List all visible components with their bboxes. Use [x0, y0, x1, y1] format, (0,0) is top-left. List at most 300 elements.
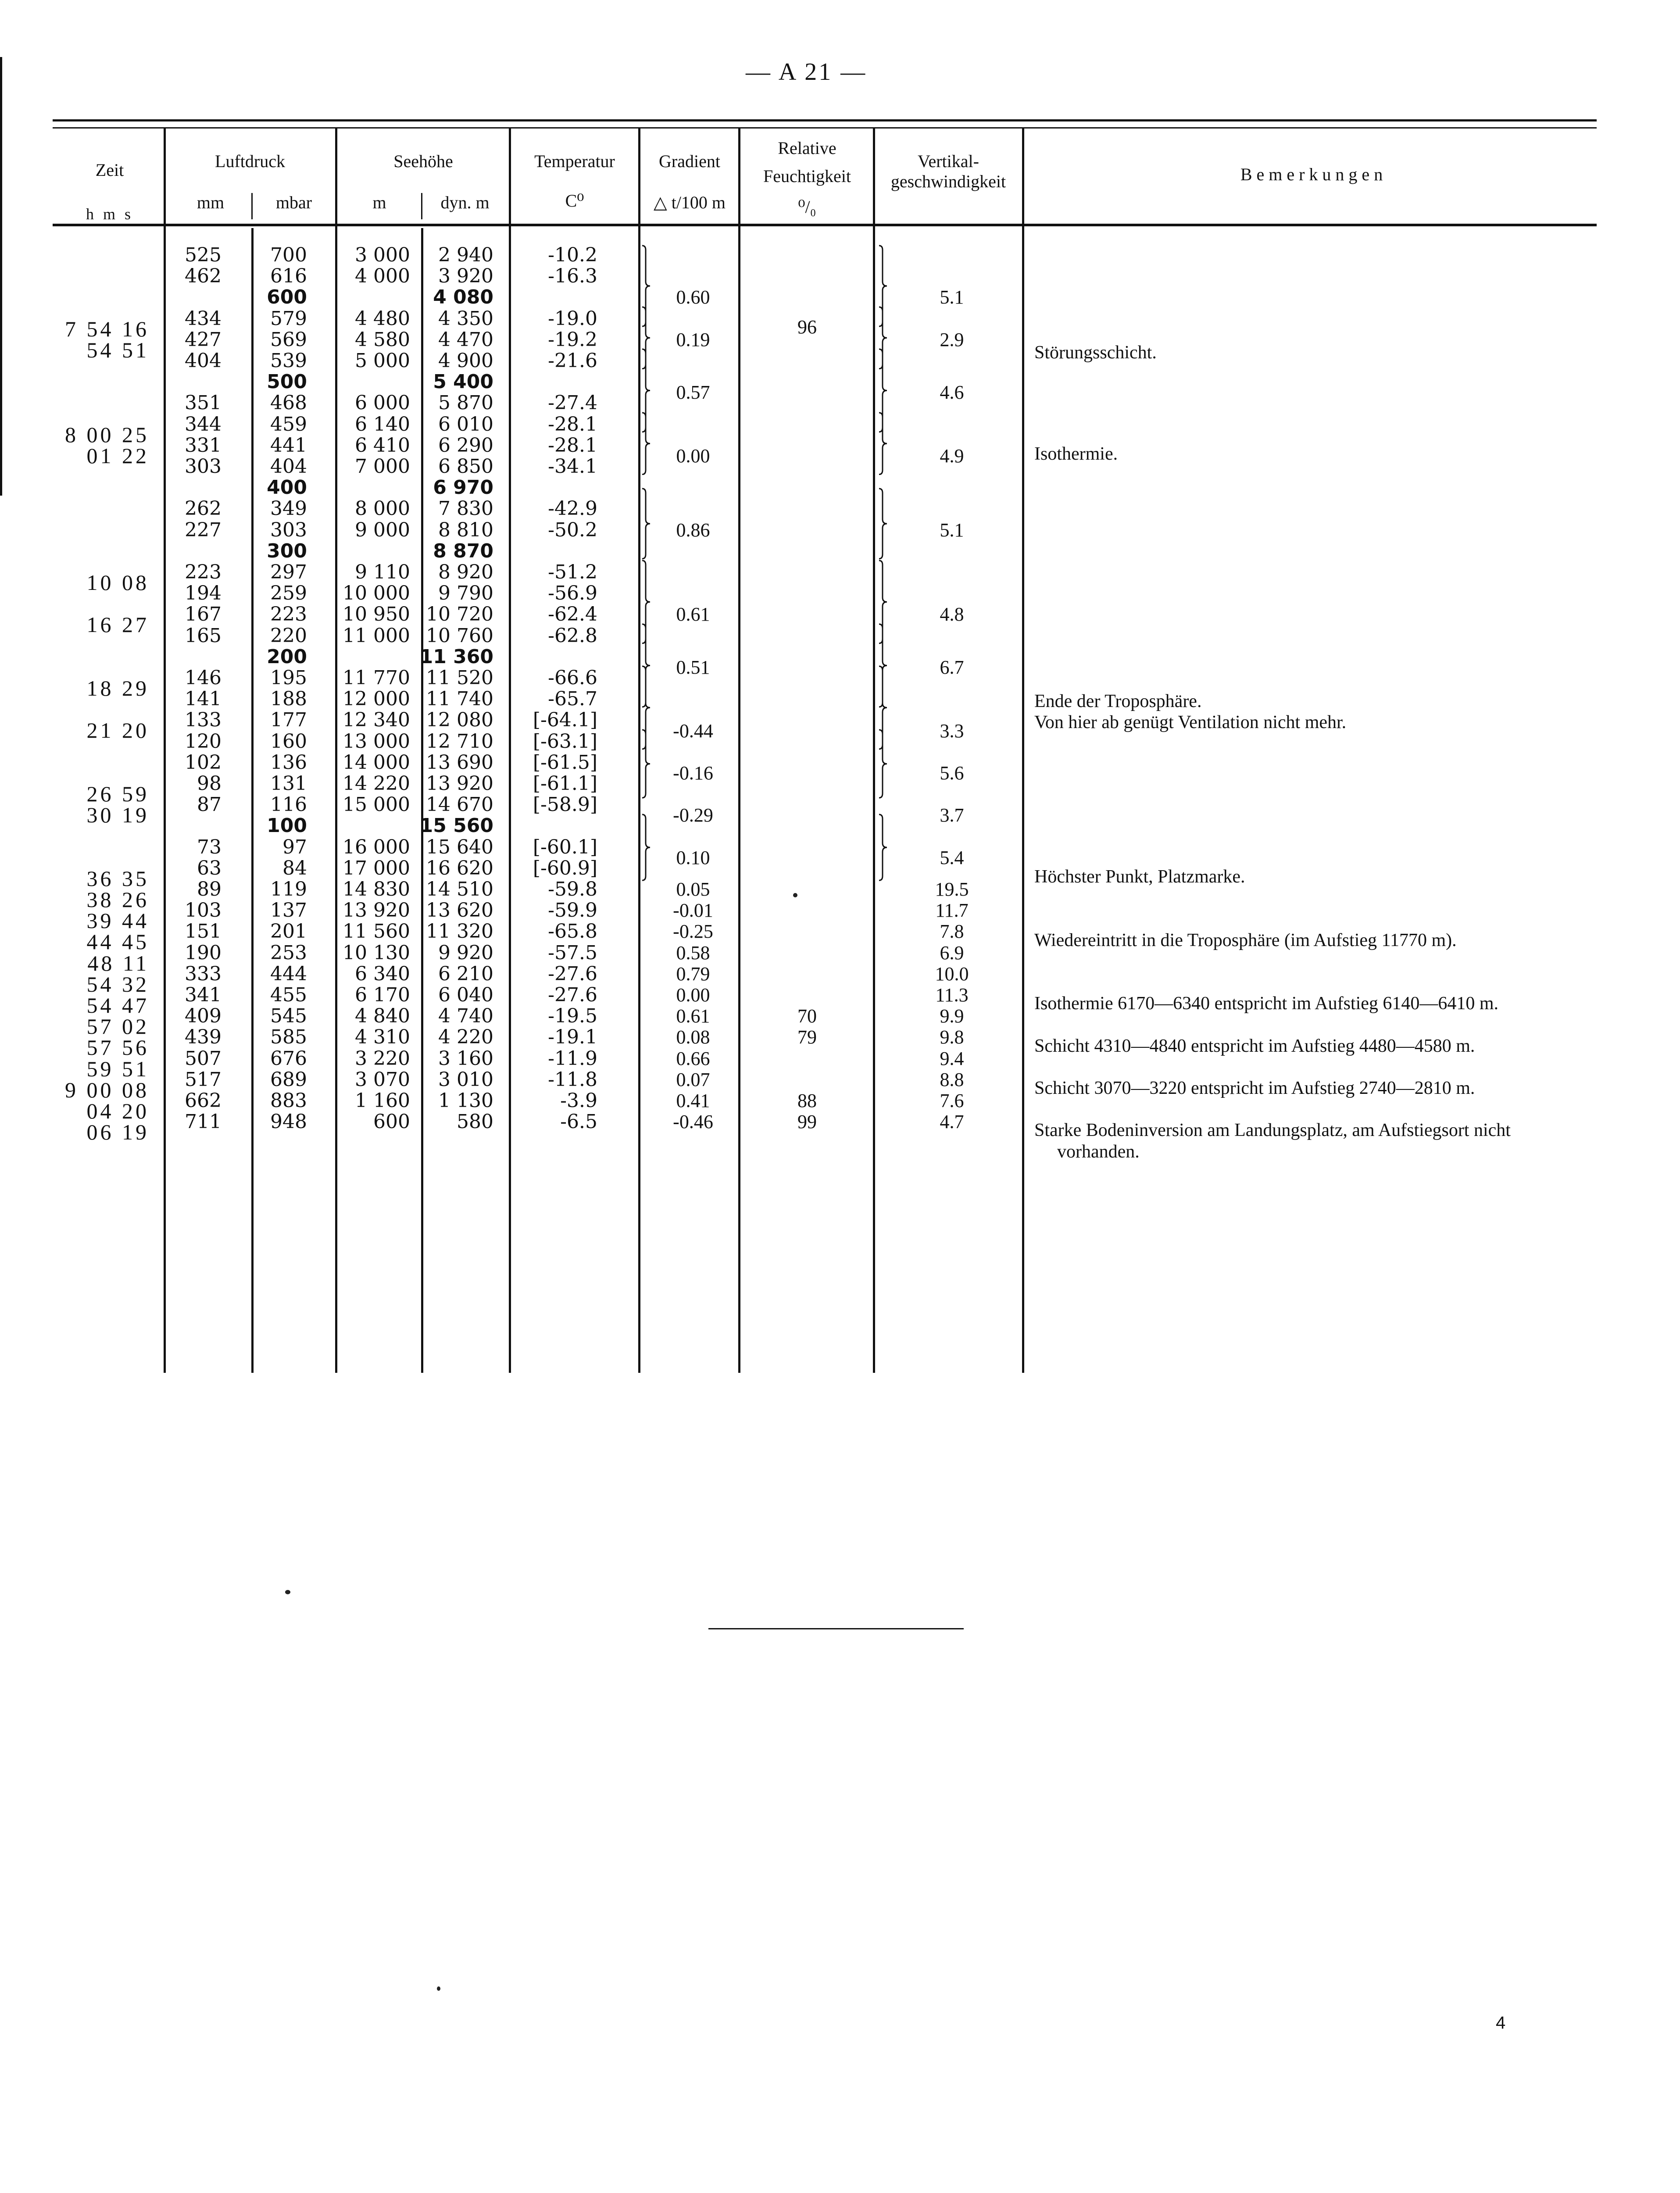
cell-temp: -27.6	[548, 962, 597, 985]
cell-mm: 434	[185, 307, 222, 330]
vertical-speed-value: 10.0	[935, 963, 969, 985]
gradient-value: 0.79	[676, 963, 710, 985]
cell-m: 14 220	[343, 772, 410, 795]
cell-mbar: 600	[267, 286, 307, 309]
cell-m: 10 130	[343, 941, 410, 964]
cell-temp: [-60.1]	[533, 836, 597, 858]
cell-mbar: 137	[270, 899, 307, 922]
cell-mm: 227	[185, 518, 222, 541]
cell-mm: 409	[185, 1005, 222, 1028]
cell-mbar: 97	[282, 836, 307, 858]
header-feuchtigkeit: Feuchtigkeit	[763, 166, 851, 186]
remark-text: Wiedereintritt in die Troposphäre (im Aufstieg 11770 m).	[1034, 930, 1457, 950]
cell-dynm: 9 920	[438, 941, 493, 964]
header-rule	[53, 224, 1597, 226]
vertical-speed-value: 5.1	[940, 286, 964, 308]
header-luftdruck: Luftdruck	[215, 151, 285, 171]
cell-temp: -66.6	[548, 667, 597, 689]
vertical-speed-value: 9.9	[940, 1005, 964, 1027]
header-percent: ⁰/₀	[798, 197, 816, 217]
cell-m: 4 840	[355, 1005, 410, 1028]
remark-text: Isothermie.	[1034, 444, 1118, 464]
cell-m: 14 830	[343, 878, 410, 900]
table-row	[0, 414, 1680, 435]
cell-dynm: 8 920	[438, 561, 493, 583]
table-row	[0, 815, 1680, 836]
humidity-value: 96	[797, 316, 817, 338]
gradient-value: -0.29	[673, 804, 713, 826]
gradient-value: 0.61	[676, 604, 710, 625]
vertical-speed-value: 3.3	[940, 720, 964, 742]
cell-mbar: 201	[270, 920, 307, 943]
brace-mark	[876, 412, 894, 475]
gradient-value: 0.61	[676, 1005, 710, 1027]
header-dynm: dyn. m	[440, 193, 490, 212]
cell-mm: 404	[185, 350, 222, 372]
cell-m: 13 920	[343, 899, 410, 922]
top-rule	[53, 119, 1597, 121]
cell-m: 3 220	[355, 1047, 410, 1070]
cell-m: 5 000	[355, 350, 410, 372]
gradient-value: 0.10	[676, 846, 710, 868]
scan-edge	[0, 57, 2, 496]
cell-mm: 333	[185, 962, 222, 985]
cell-mbar: 404	[270, 455, 307, 478]
table-row	[0, 604, 1680, 625]
cell-mbar: 160	[270, 730, 307, 753]
table-row	[0, 287, 1680, 308]
vertical-speed-value: 5.4	[940, 846, 964, 868]
cell-m: 6 410	[355, 434, 410, 457]
time-value: 36 35	[86, 866, 149, 891]
humidity-value: 70	[797, 1005, 817, 1027]
header-mm: mm	[197, 193, 225, 212]
cell-temp: [-58.9]	[533, 793, 597, 816]
cell-dynm: 6 040	[438, 984, 493, 1006]
remark-text: vorhanden.	[1057, 1141, 1140, 1162]
cell-m: 600	[373, 1111, 410, 1133]
cell-mbar: 579	[270, 307, 307, 330]
brace-mark	[640, 814, 657, 881]
cell-dynm: 10 720	[426, 603, 493, 626]
cell-mbar: 349	[270, 497, 307, 520]
cell-mm: 662	[185, 1089, 222, 1112]
scan-speck	[285, 1590, 290, 1594]
gradient-value: 0.07	[676, 1068, 710, 1090]
cell-dynm: 580	[457, 1111, 493, 1133]
cell-temp: -11.8	[548, 1068, 597, 1091]
cell-temp: -65.7	[548, 688, 597, 711]
table-row	[0, 435, 1680, 456]
cell-temp: -16.3	[548, 265, 597, 288]
cell-dynm: 3 010	[438, 1068, 493, 1091]
table-row	[0, 456, 1680, 477]
cell-mbar: 545	[270, 1005, 307, 1028]
cell-dynm: 6 970	[433, 476, 493, 499]
brace-mark	[876, 488, 894, 560]
cell-m: 9 000	[355, 518, 410, 541]
cell-m: 11 770	[343, 667, 410, 689]
vertical-speed-value: 6.7	[940, 656, 964, 678]
cell-m: 12 000	[343, 688, 410, 711]
cell-mbar: 616	[270, 265, 307, 288]
gradient-value: 0.60	[676, 286, 710, 308]
cell-temp: -27.6	[548, 984, 597, 1006]
time-value: 54 51	[86, 337, 149, 362]
cell-m: 15 000	[343, 793, 410, 816]
gradient-value: 0.86	[676, 519, 710, 541]
cell-temp: -59.8	[548, 878, 597, 900]
table-row	[0, 562, 1680, 583]
time-value: 44 45	[86, 929, 149, 954]
header-m: m	[372, 193, 386, 212]
humidity-value: 79	[797, 1026, 817, 1048]
brace-mark	[876, 814, 894, 881]
cell-temp: -65.8	[548, 920, 597, 943]
time-value: 59 51	[86, 1056, 149, 1081]
brace-path	[642, 730, 650, 798]
table-row	[0, 710, 1680, 731]
vertical-speed-value: 6.9	[940, 942, 964, 964]
cell-temp: -19.1	[548, 1026, 597, 1049]
table-row	[0, 625, 1680, 646]
vertical-speed-value: 7.8	[940, 921, 964, 943]
time-value: 57 56	[86, 1035, 149, 1060]
cell-dynm: 14 510	[426, 878, 493, 900]
cell-m: 4 310	[355, 1026, 410, 1049]
cell-m: 17 000	[343, 857, 410, 879]
cell-dynm: 4 080	[433, 286, 493, 309]
time-value: 21 20	[86, 718, 149, 743]
cell-m: 13 000	[343, 730, 410, 753]
cell-dynm: 10 760	[426, 624, 493, 647]
header-geschwindigkeit: geschwindigkeit	[890, 171, 1006, 191]
gradient-value: 0.00	[676, 445, 710, 467]
cell-mbar: 700	[270, 244, 307, 266]
cell-dynm: 12 080	[426, 709, 493, 732]
brace-path	[879, 489, 887, 559]
cell-mbar: 259	[270, 582, 307, 605]
cell-mm: 63	[197, 857, 222, 879]
cell-temp: -21.6	[548, 350, 597, 372]
time-value: 18 29	[86, 675, 149, 700]
remark-text: Störungsschicht.	[1034, 342, 1157, 363]
table-row	[0, 794, 1680, 815]
cell-mm: 102	[185, 751, 222, 774]
time-value: 48 11	[87, 950, 149, 975]
table-row	[0, 583, 1680, 604]
header-bemerkungen: B e m e r k u n g e n	[1240, 164, 1383, 184]
cell-dynm: 11 360	[419, 645, 493, 668]
vertical-speed-value: 2.9	[940, 329, 964, 350]
time-value: 54 32	[86, 971, 149, 996]
gradient-value: 0.05	[676, 879, 710, 900]
header-vertikal: Vertikal-	[918, 151, 979, 171]
time-value: 04 20	[86, 1098, 149, 1123]
cell-dynm: 11 520	[426, 667, 493, 689]
cell-dynm: 3 920	[438, 265, 493, 288]
cell-temp: -19.2	[548, 328, 597, 351]
time-value: 9 00 08	[65, 1077, 149, 1102]
time-value: 57 02	[86, 1014, 149, 1039]
gradient-value: 0.51	[676, 656, 710, 678]
cell-temp: [-61.5]	[533, 751, 597, 774]
cell-mm: 120	[185, 730, 222, 753]
cell-m: 3 070	[355, 1068, 410, 1091]
cell-mm: 525	[185, 244, 222, 266]
cell-dynm: 11 320	[426, 920, 493, 943]
gradient-value: -0.44	[673, 720, 713, 742]
cell-mm: 151	[185, 920, 222, 943]
cell-dynm: 14 670	[426, 793, 493, 816]
cell-mm: 331	[185, 434, 222, 457]
table-row	[0, 858, 1680, 879]
cell-mbar: 119	[270, 878, 307, 900]
cell-temp: -19.5	[548, 1005, 597, 1028]
cell-mm: 146	[185, 667, 222, 689]
cell-temp: -28.1	[548, 434, 597, 457]
cell-dynm: 6 010	[438, 413, 493, 436]
table-row	[0, 371, 1680, 393]
gradient-value: -0.46	[673, 1111, 713, 1133]
cell-mbar: 400	[267, 476, 307, 499]
table-row	[0, 837, 1680, 858]
time-value: 54 47	[86, 993, 149, 1018]
header-zeit-units: h m s	[86, 205, 133, 223]
cell-mm: 351	[185, 392, 222, 414]
cell-dynm: 4 740	[438, 1005, 493, 1028]
cell-dynm: 6 290	[438, 434, 493, 457]
cell-mbar: 188	[270, 688, 307, 711]
cell-dynm: 2 940	[438, 244, 493, 266]
cell-dynm: 7 830	[438, 497, 493, 520]
vertical-speed-value: 8.8	[940, 1068, 964, 1090]
gradient-value: 0.19	[676, 329, 710, 350]
gradient-value: 0.08	[676, 1026, 710, 1048]
cell-mm: 141	[185, 688, 222, 711]
cell-mm: 341	[185, 984, 222, 1006]
table-row	[0, 689, 1680, 710]
cell-mbar: 297	[270, 561, 307, 583]
remark-text: Von hier ab genügt Ventilation nicht mehr.	[1034, 712, 1347, 733]
time-value: 7 54 16	[65, 316, 149, 341]
table-row	[0, 541, 1680, 562]
cell-temp: [-64.1]	[533, 709, 597, 732]
cell-mm: 344	[185, 413, 222, 436]
cell-mbar: 84	[282, 857, 307, 879]
cell-mbar: 253	[270, 941, 307, 964]
cell-mm: 133	[185, 709, 222, 732]
table-row	[0, 879, 1680, 900]
time-value: 8 00 25	[65, 422, 149, 447]
cell-dynm: 13 920	[426, 772, 493, 795]
cell-dynm: 9 790	[438, 582, 493, 605]
gradient-value: 0.00	[676, 984, 710, 1006]
humidity-value: 88	[797, 1090, 817, 1111]
table-row	[0, 964, 1680, 985]
brace-mark	[640, 488, 657, 560]
cell-mm: 73	[197, 836, 222, 858]
vertical-speed-value: 4.7	[940, 1111, 964, 1133]
cell-dynm: 13 620	[426, 899, 493, 922]
cell-temp: -57.5	[548, 941, 597, 964]
table-row	[0, 900, 1680, 921]
cell-m: 14 000	[343, 751, 410, 774]
cell-m: 1 160	[355, 1089, 410, 1112]
cell-dynm: 16 620	[426, 857, 493, 879]
cell-temp: -62.8	[548, 624, 597, 647]
cell-mbar: 948	[270, 1111, 307, 1133]
table-row	[0, 350, 1680, 371]
gradient-value: 0.66	[676, 1047, 710, 1069]
cell-temp: -28.1	[548, 413, 597, 436]
brace-path	[642, 814, 650, 880]
scan-speck	[793, 893, 797, 897]
cell-mm: 439	[185, 1026, 222, 1049]
cell-temp: -27.4	[548, 392, 597, 414]
cell-mm: 223	[185, 561, 222, 583]
cell-temp: -56.9	[548, 582, 597, 605]
cell-temp: -6.5	[560, 1111, 597, 1133]
cell-m: 4 000	[355, 265, 410, 288]
cell-mbar: 444	[270, 962, 307, 985]
header-seehoehe: Seehöhe	[393, 151, 453, 171]
cell-m: 6 170	[355, 984, 410, 1006]
table-row	[0, 731, 1680, 752]
cell-dynm: 11 740	[426, 688, 493, 711]
gradient-value: 0.57	[676, 382, 710, 404]
cell-m: 7 000	[355, 455, 410, 478]
cell-temp: -42.9	[548, 497, 597, 520]
cell-mbar: 689	[270, 1068, 307, 1091]
table-row	[0, 477, 1680, 498]
cell-m: 6 340	[355, 962, 410, 985]
cell-dynm: 6 210	[438, 962, 493, 985]
brace-path	[879, 814, 887, 880]
cell-temp: [-63.1]	[533, 730, 597, 753]
cell-m: 4 580	[355, 328, 410, 351]
cell-temp: [-60.9]	[533, 857, 597, 879]
brace-path	[642, 489, 650, 559]
cell-m: 11 000	[343, 624, 410, 647]
vertical-speed-value: 9.4	[940, 1047, 964, 1069]
cell-dynm: 15 560	[419, 814, 493, 837]
cell-mbar: 441	[270, 434, 307, 457]
cell-m: 6 140	[355, 413, 410, 436]
remark-text: Ende der Troposphäre.	[1034, 691, 1202, 712]
time-value: 10 08	[86, 570, 149, 595]
header-relative: Relative	[778, 138, 836, 158]
cell-mbar: 585	[270, 1026, 307, 1049]
cell-m: 4 480	[355, 307, 410, 330]
cell-dynm: 8 870	[433, 539, 493, 562]
brace-path	[642, 413, 650, 475]
cell-dynm: 5 870	[438, 392, 493, 414]
cell-mm: 194	[185, 582, 222, 605]
cell-mm: 103	[185, 899, 222, 922]
cell-mm: 98	[197, 772, 222, 795]
vertical-speed-value: 4.9	[940, 445, 964, 467]
cell-m: 6 000	[355, 392, 410, 414]
col-line-sub	[421, 193, 422, 219]
cell-mm: 190	[185, 941, 222, 964]
vertical-speed-value: 4.6	[940, 382, 964, 404]
brace-mark	[640, 412, 657, 475]
cell-temp: -34.1	[548, 455, 597, 478]
cell-dynm: 3 160	[438, 1047, 493, 1070]
cell-mm: 507	[185, 1047, 222, 1070]
page-number: 4	[1496, 2013, 1506, 2032]
cell-mbar: 455	[270, 984, 307, 1006]
cell-mbar: 131	[270, 772, 307, 795]
cell-mbar: 539	[270, 350, 307, 372]
brace-mark	[876, 729, 894, 799]
cell-mm: 167	[185, 603, 222, 626]
time-value: 39 44	[86, 908, 149, 933]
brace-mark	[640, 729, 657, 799]
vertical-speed-value: 5.6	[940, 762, 964, 784]
header-gradient-unit: △ t/100 m	[653, 193, 726, 212]
cell-m: 9 110	[355, 561, 410, 583]
cell-m: 3 000	[355, 244, 410, 266]
remark-text: Starke Bodeninversion am Landungsplatz, am Aufstiegsort nicht	[1034, 1120, 1511, 1141]
cell-mbar: 676	[270, 1047, 307, 1070]
cell-mm: 89	[197, 878, 222, 900]
table-row	[0, 520, 1680, 541]
time-value: 26 59	[86, 781, 149, 806]
cell-mbar: 459	[270, 413, 307, 436]
vertical-speed-value: 11.3	[935, 984, 969, 1006]
vertical-speed-value: 11.7	[935, 900, 969, 921]
table-row	[0, 498, 1680, 519]
scan-speck	[437, 1986, 440, 1991]
table-row	[0, 646, 1680, 668]
cell-m: 10 000	[343, 582, 410, 605]
header-temp-unit: C⁰	[565, 191, 584, 211]
remark-text: Isothermie 6170—6340 entspricht im Aufstieg 6140—6410 m.	[1034, 993, 1499, 1014]
cell-m: 11 560	[343, 920, 410, 943]
time-value: 30 19	[86, 803, 149, 828]
brace-path	[879, 730, 887, 798]
cell-dynm: 15 640	[426, 836, 493, 858]
cell-dynm: 1 130	[438, 1089, 493, 1112]
table-row	[0, 245, 1680, 266]
cell-mm: 711	[185, 1111, 222, 1133]
header-temperatur: Temperatur	[534, 151, 615, 171]
gradient-value: -0.16	[673, 762, 713, 784]
cell-temp: [-61.1]	[533, 772, 597, 795]
cell-dynm: 12 710	[426, 730, 493, 753]
cell-temp: -3.9	[560, 1089, 597, 1112]
cell-mbar: 468	[270, 392, 307, 414]
time-value: 16 27	[86, 612, 149, 637]
cell-temp: -19.0	[548, 307, 597, 330]
cell-mm: 262	[185, 497, 222, 520]
page-header: — A 21 —	[746, 58, 867, 86]
cell-m: 16 000	[343, 836, 410, 858]
top-rule-thin	[53, 127, 1597, 129]
cell-mbar: 303	[270, 518, 307, 541]
time-value: 06 19	[86, 1120, 149, 1145]
cell-dynm: 4 470	[438, 328, 493, 351]
cell-mm: 517	[185, 1068, 222, 1091]
cell-mbar: 220	[270, 624, 307, 647]
brace-path	[879, 413, 887, 475]
cell-mm: 165	[185, 624, 222, 647]
col-line-sub	[251, 193, 253, 219]
cell-m: 12 340	[343, 709, 410, 732]
cell-mbar: 223	[270, 603, 307, 626]
